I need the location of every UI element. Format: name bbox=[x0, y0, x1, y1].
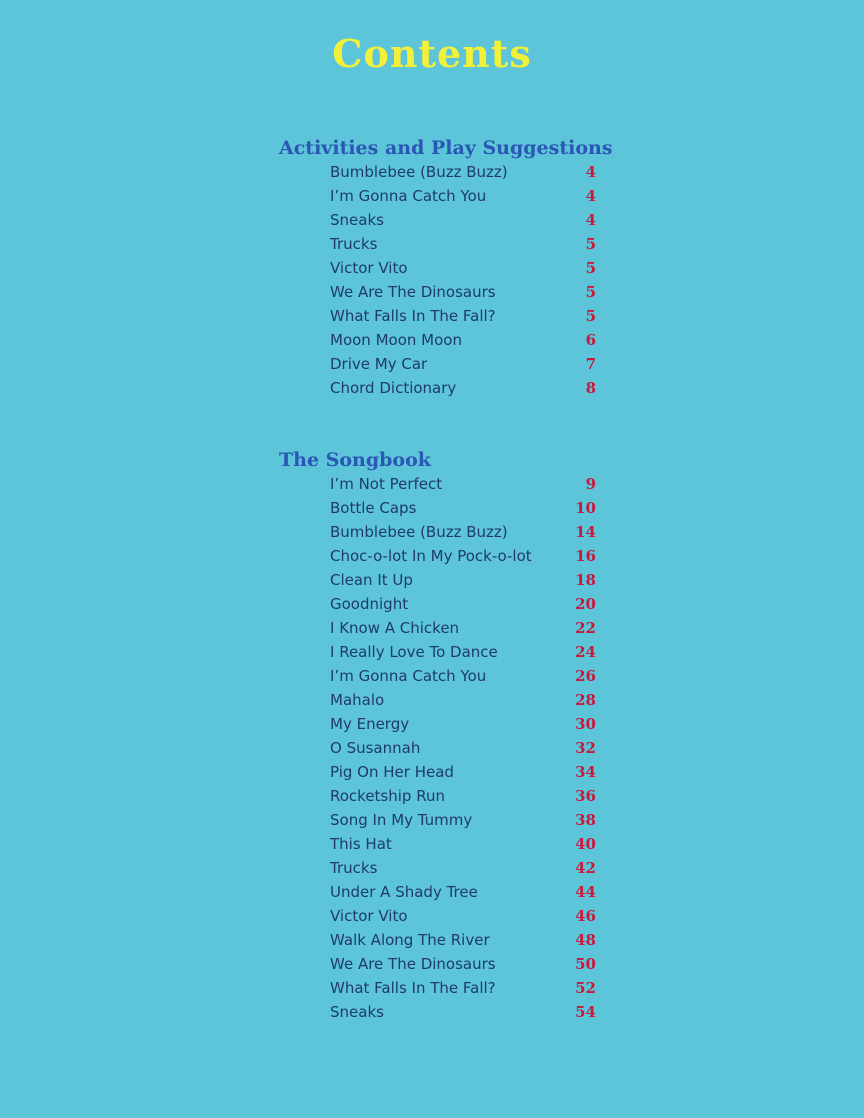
entry-page-number: 20 bbox=[575, 595, 596, 613]
toc-entry bbox=[279, 568, 609, 592]
entry-title: I’m Gonna Catch You bbox=[330, 667, 487, 685]
entry-page-number: 7 bbox=[585, 355, 596, 373]
songbook-entry-list bbox=[279, 472, 609, 1024]
toc-entry bbox=[279, 184, 609, 208]
toc-entry bbox=[279, 880, 609, 904]
entry-title: My Energy bbox=[330, 715, 410, 733]
entry-page-number: 52 bbox=[575, 979, 596, 997]
entry-title: Moon Moon Moon bbox=[330, 331, 462, 349]
entry-page-number: 28 bbox=[575, 691, 596, 709]
entry-page-number: 50 bbox=[575, 955, 596, 973]
entry-title: Victor Vito bbox=[330, 907, 408, 925]
entry-title: We Are The Dinosaurs bbox=[330, 283, 496, 301]
entry-page-number: 38 bbox=[575, 811, 596, 829]
entry-title: Trucks bbox=[330, 859, 378, 877]
entry-title: I’m Gonna Catch You bbox=[330, 187, 487, 205]
entry-title: I’m Not Perfect bbox=[330, 475, 443, 493]
entry-title: Bottle Caps bbox=[330, 499, 417, 517]
entry-title: Bumblebee (Buzz Buzz) bbox=[330, 523, 508, 541]
entry-page-number: 54 bbox=[575, 1003, 596, 1021]
toc-entry bbox=[279, 304, 609, 328]
entry-title: Rocketship Run bbox=[330, 787, 445, 805]
toc-entry bbox=[279, 208, 609, 232]
entry-page-number: 10 bbox=[575, 499, 596, 517]
entry-page-number: 42 bbox=[575, 859, 596, 877]
entry-title: Mahalo bbox=[330, 691, 385, 709]
entry-page-number: 30 bbox=[575, 715, 596, 733]
entry-page-number: 8 bbox=[585, 379, 596, 397]
toc-entry bbox=[279, 472, 609, 496]
toc-entry bbox=[279, 640, 609, 664]
entry-title: Choc-o-lot In My Pock-o-lot bbox=[330, 547, 532, 565]
entry-title: Chord Dictionary bbox=[330, 379, 457, 397]
entry-page-number: 48 bbox=[575, 931, 596, 949]
entry-page-number: 32 bbox=[575, 739, 596, 757]
entry-page-number: 36 bbox=[575, 787, 596, 805]
entry-page-number: 9 bbox=[585, 475, 596, 493]
entry-title: Sneaks bbox=[330, 1003, 384, 1021]
toc-entry bbox=[279, 592, 609, 616]
entry-title: Clean It Up bbox=[330, 571, 413, 589]
entry-title: Pig On Her Head bbox=[330, 763, 454, 781]
toc-entry bbox=[279, 328, 609, 352]
section-activities bbox=[279, 136, 613, 400]
toc-entry bbox=[279, 160, 609, 184]
toc-entry bbox=[279, 856, 609, 880]
toc-entry bbox=[279, 808, 609, 832]
toc-entry bbox=[279, 280, 609, 304]
entry-page-number: 16 bbox=[575, 547, 596, 565]
toc-entry bbox=[279, 736, 609, 760]
toc-entry bbox=[279, 544, 609, 568]
toc-entry bbox=[279, 904, 609, 928]
entry-title: What Falls In The Fall? bbox=[330, 979, 496, 997]
entry-page-number: 5 bbox=[585, 259, 596, 277]
entry-title: I Really Love To Dance bbox=[330, 643, 498, 661]
toc-entry bbox=[279, 232, 609, 256]
entry-title: What Falls In The Fall? bbox=[330, 307, 496, 325]
toc-entry bbox=[279, 352, 609, 376]
toc-entry bbox=[279, 376, 609, 400]
toc-entry bbox=[279, 520, 609, 544]
entry-page-number: 5 bbox=[585, 283, 596, 301]
entry-title: Goodnight bbox=[330, 595, 409, 613]
page-title: Contents bbox=[332, 31, 532, 76]
toc-entry bbox=[279, 832, 609, 856]
entry-title: Drive My Car bbox=[330, 355, 428, 373]
toc-entry bbox=[279, 760, 609, 784]
toc-entry bbox=[279, 976, 609, 1000]
entry-page-number: 4 bbox=[585, 163, 596, 181]
entry-page-number: 40 bbox=[575, 835, 596, 853]
toc-entry bbox=[279, 928, 609, 952]
entry-page-number: 44 bbox=[575, 883, 596, 901]
entry-page-number: 18 bbox=[575, 571, 596, 589]
toc-entry bbox=[279, 784, 609, 808]
toc-entry bbox=[279, 664, 609, 688]
section-songbook bbox=[279, 448, 609, 1024]
entry-title: Sneaks bbox=[330, 211, 384, 229]
toc-entry bbox=[279, 616, 609, 640]
toc-entry bbox=[279, 688, 609, 712]
entry-page-number: 5 bbox=[585, 307, 596, 325]
entry-page-number: 22 bbox=[575, 619, 596, 637]
section-heading-songbook: The Songbook bbox=[279, 449, 431, 471]
entry-page-number: 46 bbox=[575, 907, 596, 925]
entry-page-number: 26 bbox=[575, 667, 596, 685]
entry-title: We Are The Dinosaurs bbox=[330, 955, 496, 973]
toc-entry bbox=[279, 496, 609, 520]
entry-page-number: 24 bbox=[575, 643, 596, 661]
toc-entry bbox=[279, 952, 609, 976]
entry-title: Victor Vito bbox=[330, 259, 408, 277]
entry-page-number: 4 bbox=[585, 211, 596, 229]
toc-entry bbox=[279, 712, 609, 736]
entry-page-number: 34 bbox=[575, 763, 596, 781]
entry-page-number: 6 bbox=[585, 331, 596, 349]
entry-page-number: 14 bbox=[575, 523, 596, 541]
activities-entry-list bbox=[279, 160, 609, 400]
entry-title: Bumblebee (Buzz Buzz) bbox=[330, 163, 508, 181]
entry-title: Song In My Tummy bbox=[330, 811, 473, 829]
entry-page-number: 5 bbox=[585, 235, 596, 253]
toc-entry bbox=[279, 1000, 609, 1024]
toc-entry bbox=[279, 256, 609, 280]
entry-page-number: 4 bbox=[585, 187, 596, 205]
entry-title: This Hat bbox=[330, 835, 392, 853]
entry-title: I Know A Chicken bbox=[330, 619, 460, 637]
entry-title: Walk Along The River bbox=[330, 931, 490, 949]
entry-title: Trucks bbox=[330, 235, 378, 253]
section-heading-activities: Activities and Play Suggestions bbox=[279, 137, 613, 159]
entry-title: Under A Shady Tree bbox=[330, 883, 478, 901]
entry-title: O Susannah bbox=[330, 739, 421, 757]
